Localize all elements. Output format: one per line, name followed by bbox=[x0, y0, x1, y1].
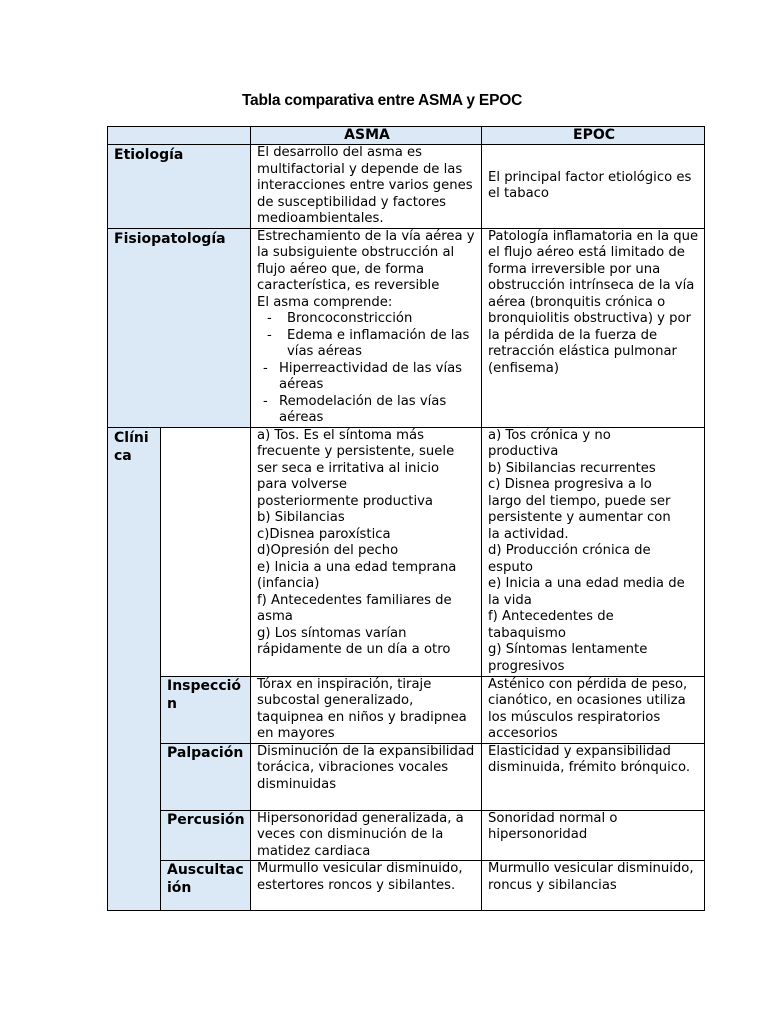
text-line: e) Inicia a una edad media de bbox=[488, 576, 685, 591]
text-line: asma bbox=[257, 609, 293, 624]
row-clinica-sintomas bbox=[108, 427, 705, 676]
text-line: g) Los síntomas varían bbox=[257, 625, 407, 641]
row-percusion bbox=[108, 810, 705, 861]
text-line: tabaquismo bbox=[488, 625, 566, 641]
fisiopatologia-asma-comprende: El asma comprende: bbox=[257, 294, 393, 310]
palpacion-epoc: Elasticidad y expansibilidad disminuida, frémito brónquico. bbox=[482, 743, 705, 810]
fisiopatologia-epoc: Patología inflamatoria en la que el flujo aéreo está limitado de forma irreversible por una obstrucción intrínseca de la vía aérea (bronquitis crónica o bronquiolitis obstructiva) y por la pérdida de la fuerza de retracción elástica pulmonar (enfisema) bbox=[482, 228, 705, 427]
text-line: progresivos bbox=[488, 658, 565, 674]
text-line: e) Inicia a una edad temprana bbox=[257, 559, 457, 575]
sublabel-palpacion: Palpación bbox=[161, 743, 251, 810]
fisiopatologia-asma bbox=[251, 228, 482, 427]
auscultacion-asma: Murmullo vesicular disminuido, estertores roncos y sibilantes. bbox=[251, 861, 482, 911]
text-line: g) Síntomas lentamente bbox=[488, 642, 648, 657]
row-etiologia bbox=[108, 145, 705, 229]
text-line: posteriormente productiva bbox=[257, 493, 434, 509]
sublabel-percusion: Percusión bbox=[161, 810, 251, 861]
text-line: productiva bbox=[488, 444, 559, 459]
document-title: Tabla comparativa entre ASMA y EPOC bbox=[241, 92, 523, 109]
clinica-sintomas-blank bbox=[161, 427, 251, 676]
comparison-table bbox=[107, 126, 705, 911]
text-line: a) Tos crónica y no bbox=[488, 427, 611, 443]
text-line: c) Disnea progresiva a lo bbox=[488, 477, 652, 492]
list-item: - Hiperreactividad de las vías aéreas bbox=[257, 361, 477, 394]
list-item: - Edema e inflamación de las vías aéreas bbox=[257, 328, 477, 361]
text-line: f) Antecedentes de bbox=[488, 609, 614, 624]
text-line: d) Producción crónica de bbox=[488, 543, 651, 558]
text-line: (infancia) bbox=[257, 576, 320, 591]
list-item: - Broncoconstricción bbox=[257, 311, 477, 328]
row-label-fisiopatologia: Fisiopatología bbox=[108, 228, 251, 427]
text-line: largo del tiempo, puede ser bbox=[488, 493, 671, 509]
header-row bbox=[108, 127, 705, 145]
row-inspeccion bbox=[108, 676, 705, 743]
etiologia-epoc: El principal factor etiológico es el tabaco bbox=[482, 145, 705, 229]
inspeccion-epoc: Asténico con pérdida de peso, cianótico, en ocasiones utiliza los músculos respiratorios accesorios bbox=[482, 676, 705, 743]
row-fisiopatologia bbox=[108, 228, 705, 427]
text-line: c)Disnea paroxística bbox=[257, 526, 391, 542]
text-line: d)Opresión del pecho bbox=[257, 543, 399, 558]
clinica-sintomas-asma bbox=[251, 427, 482, 676]
text-line: persistente y aumentar con bbox=[488, 510, 671, 525]
header-epoc: EPOC bbox=[482, 127, 705, 145]
auscultacion-epoc: Murmullo vesicular disminuido, roncus y sibilancias bbox=[482, 861, 705, 911]
percusion-asma: Hipersonoridad generalizada, a veces con disminución de la matidez cardiaca bbox=[251, 810, 482, 861]
row-label-clinica: Clínica bbox=[108, 427, 161, 911]
text-line: ser seca e irritativa al inicio bbox=[257, 460, 440, 476]
palpacion-asma: Disminución de la expansibilidad torácica, vibraciones vocales disminuidas bbox=[251, 743, 482, 810]
sublabel-inspeccion: Inspección bbox=[161, 676, 251, 743]
list-item: - Remodelación de las vías aéreas bbox=[257, 394, 477, 427]
text-line: b) Sibilancias bbox=[257, 510, 345, 525]
text-line: rápidamente de un día a otro bbox=[257, 642, 451, 657]
text-line: b) Sibilancias recurrentes bbox=[488, 460, 656, 476]
row-palpacion bbox=[108, 743, 705, 810]
text-line: para volverse bbox=[257, 477, 348, 492]
fisiopatologia-asma-intro: Estrechamiento de la vía aérea y la subsiguiente obstrucción al flujo aéreo que, de forma característica, es reversible bbox=[257, 228, 475, 293]
header-asma: ASMA bbox=[251, 127, 482, 145]
clinica-sintomas-epoc bbox=[482, 427, 705, 676]
row-auscultacion bbox=[108, 861, 705, 911]
text-line: la actividad. bbox=[488, 526, 569, 542]
text-line: a) Tos. Es el síntoma más bbox=[257, 427, 424, 443]
fisiopatologia-asma-list bbox=[257, 311, 477, 427]
text-line: f) Antecedentes familiares de bbox=[257, 592, 452, 608]
text-line: la vida bbox=[488, 592, 532, 608]
etiologia-asma: El desarrollo del asma es multifactorial y depende de las interacciones entre varios genes de susceptibilidad y factores medioambientales. bbox=[251, 145, 482, 229]
text-line: esputo bbox=[488, 559, 533, 575]
sublabel-auscultacion: Auscultación bbox=[161, 861, 251, 911]
inspeccion-asma: Tórax en inspiración, tiraje subcostal generalizado, taquipnea en niños y bradipnea en mayores bbox=[251, 676, 482, 743]
header-blank-cell bbox=[108, 127, 251, 145]
row-label-etiologia: Etiología bbox=[108, 145, 251, 229]
text-line: frecuente y persistente, suele bbox=[257, 444, 455, 459]
percusion-epoc: Sonoridad normal o hipersonoridad bbox=[482, 810, 705, 861]
